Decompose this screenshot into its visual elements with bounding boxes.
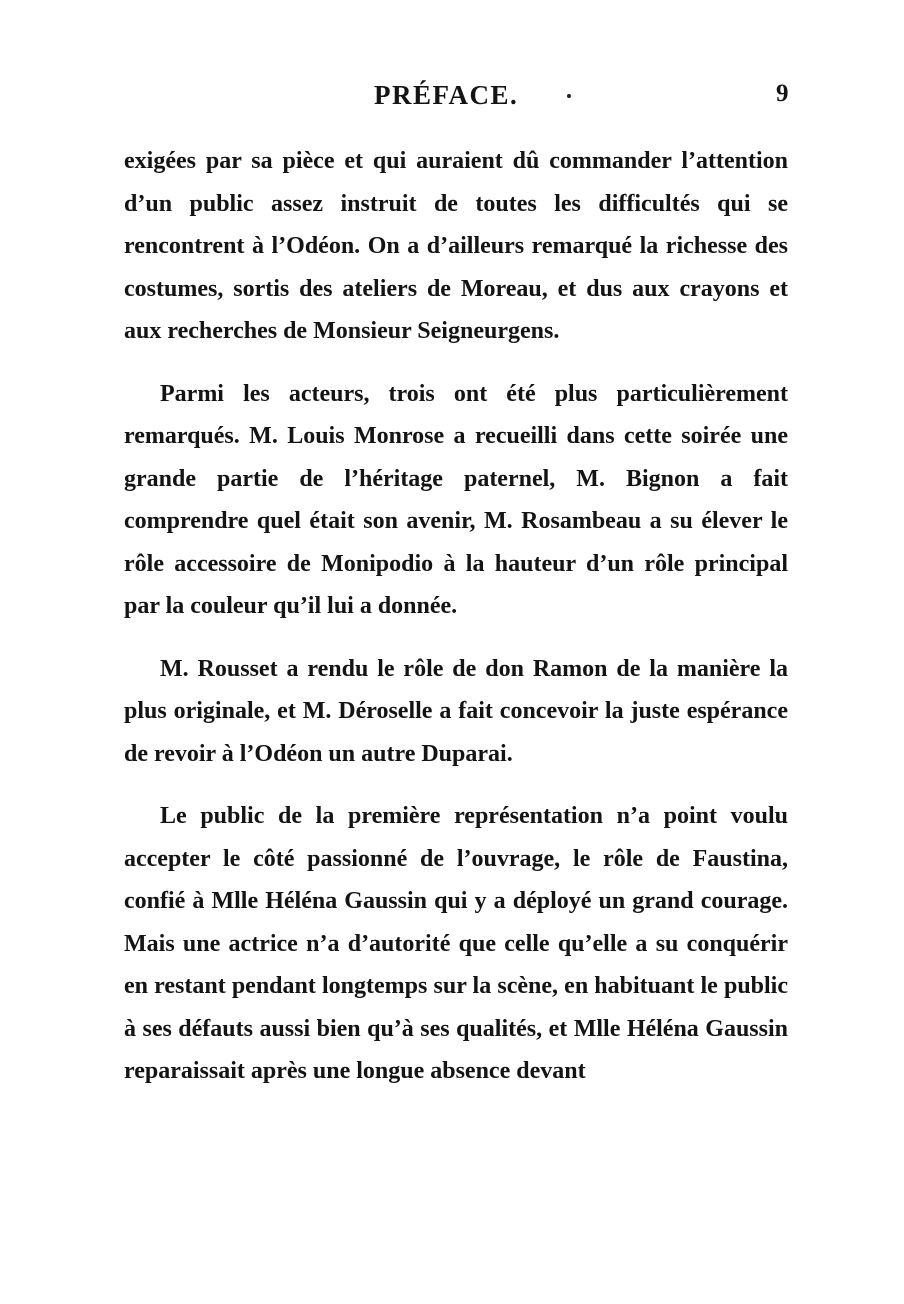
paragraph-actors: Parmi les acteurs, trois ont été plus particulièrement remarqués. M. Louis Monrose a recueilli dans cette soirée une grande partie de l’héritage paternel, M. Bignon a fait comprendre quel était son avenir, M. Rosambeau a su élever le rôle accessoire de Monipodio à la hauteur d’un rôle principal par la couleur qu’il lui a donnée. <box>124 380 788 619</box>
page-number: 9 <box>776 80 789 107</box>
paragraph-public: Le public de la première représentation n’a point voulu accepter le côté passionné de l’ouvrage, le rôle de Faustina, confié à Mlle Héléna Gaussin qui y a déployé un grand courage. Mais une actrice n’a d’autorité que celle qu’elle a su conquérir en restant pendant longtemps sur la scène, en habituant le public à ses défauts aussi bien qu’à ses qualités, et Mlle Héléna Gaussin reparaissait après une longue absence devant <box>124 803 788 1084</box>
running-head <box>0 80 904 116</box>
paragraph-rousset: M. Rousset a rendu le rôle de don Ramon de la manière la plus originale, et M. Déroselle a fait concevoir la juste espérance de revoir à l’Odéon un autre Duparai. <box>124 655 788 767</box>
ornament-dot <box>567 94 571 98</box>
body-text <box>124 140 788 1093</box>
running-head-title: PRÉFACE. <box>374 80 519 110</box>
paragraph-continued: exigées par sa pièce et qui auraient dû commander l’attention d’un public assez instruit de toutes les difficultés qui se rencontrent à l’Odéon. On a d’ailleurs remarqué la richesse des costumes, sortis des ateliers de Moreau, et dus aux crayons et aux recherches de Monsieur Seigneurgens. <box>124 148 788 344</box>
